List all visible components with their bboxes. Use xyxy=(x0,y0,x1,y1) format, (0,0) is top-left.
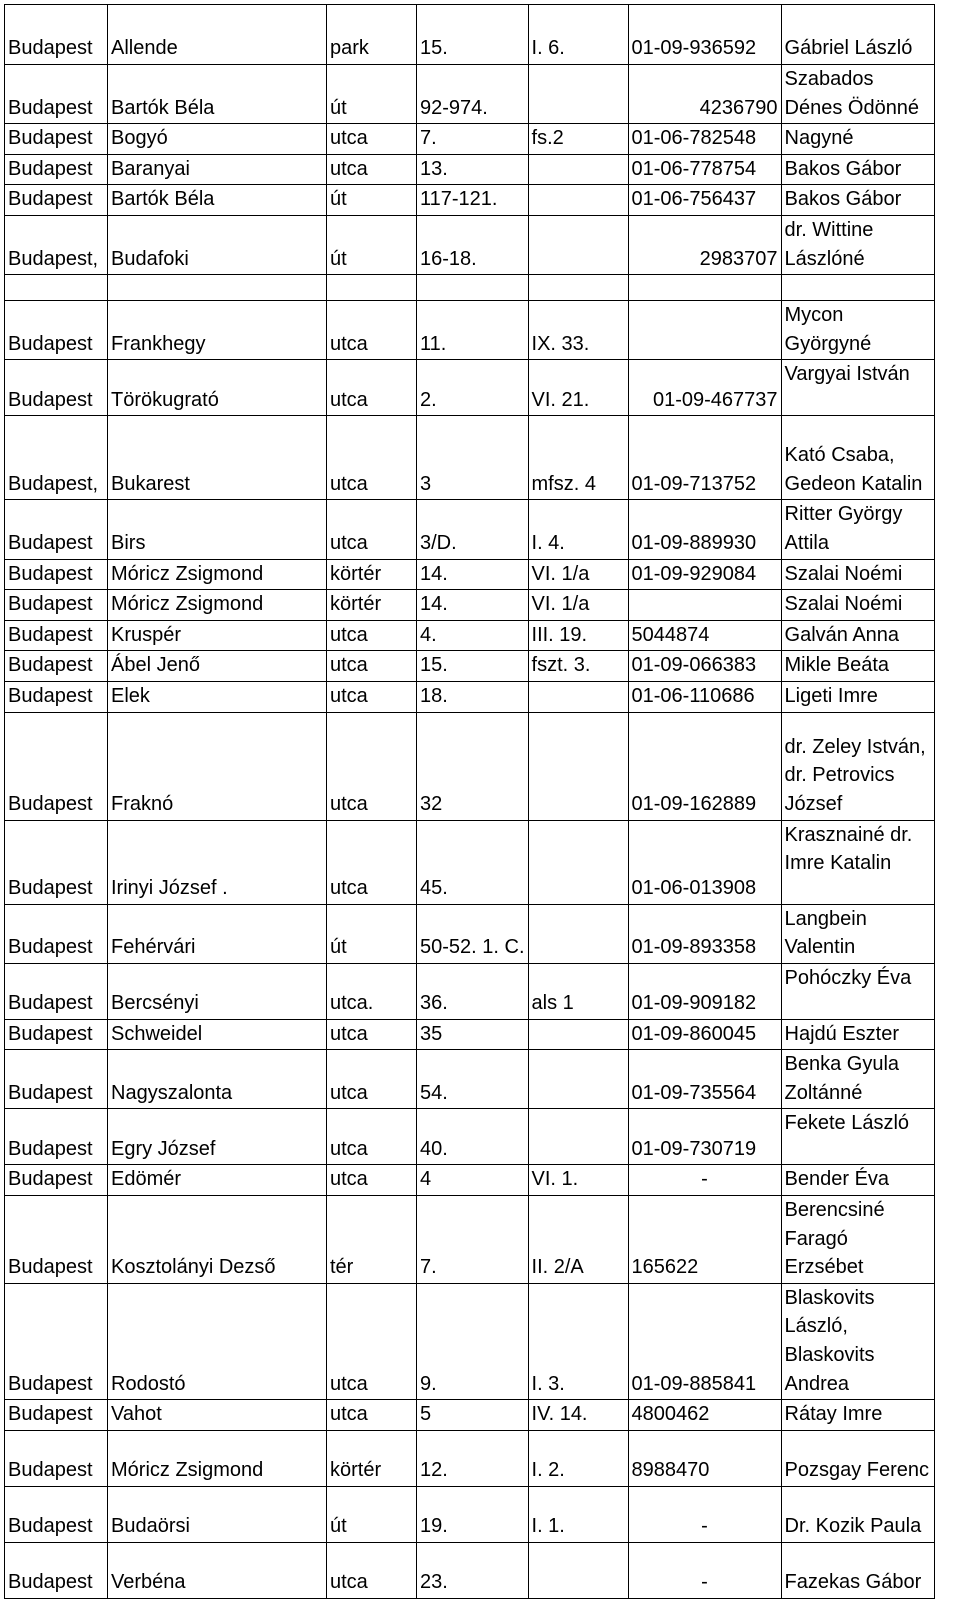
cell-type: út xyxy=(327,904,417,963)
cell-city: Budapest xyxy=(5,590,108,621)
cell-city: Budapest xyxy=(5,1430,108,1486)
cell-reg: 01-09-730719 xyxy=(628,1109,781,1165)
cell-unit xyxy=(528,154,628,185)
cell-name: Ligeti Imre xyxy=(781,681,934,712)
cell-city: Budapest xyxy=(5,559,108,590)
cell-reg: 01-09-860045 xyxy=(628,1019,781,1050)
table-row xyxy=(5,590,935,621)
cell-street: Elek xyxy=(108,681,327,712)
cell-unit: VI. 1/a xyxy=(528,590,628,621)
table-row xyxy=(5,651,935,682)
cell-name: Bakos Gábor xyxy=(781,154,934,185)
cell-street: Kruspér xyxy=(108,620,327,651)
cell-street: Törökugrató xyxy=(108,360,327,416)
cell-name: Ritter György Attila xyxy=(781,500,934,559)
cell-name xyxy=(781,275,934,301)
cell-num: 7. xyxy=(417,1196,529,1284)
cell-city: Budapest, xyxy=(5,416,108,500)
cell-unit xyxy=(528,904,628,963)
cell-num: 36. xyxy=(417,963,529,1019)
cell-reg: 01-06-782548 xyxy=(628,124,781,155)
cell-name: Bender Éva xyxy=(781,1165,934,1196)
cell-unit: VI. 1. xyxy=(528,1165,628,1196)
cell-type: park xyxy=(327,5,417,65)
table-row xyxy=(5,215,935,274)
cell-street: Rodostó xyxy=(108,1283,327,1399)
cell-city: Budapest xyxy=(5,651,108,682)
cell-unit: fszt. 3. xyxy=(528,651,628,682)
cell-unit xyxy=(528,1109,628,1165)
cell-city: Budapest xyxy=(5,1165,108,1196)
cell-reg: 01-09-735564 xyxy=(628,1050,781,1109)
cell-name: Blaskovits László, Blaskovits Andrea xyxy=(781,1283,934,1399)
cell-type: út xyxy=(327,65,417,124)
table-row xyxy=(5,275,935,301)
cell-name: Szabados Dénes Ödönné xyxy=(781,65,934,124)
table-row xyxy=(5,1165,935,1196)
table-row xyxy=(5,620,935,651)
cell-num: 3/D. xyxy=(417,500,529,559)
cell-reg: 01-06-756437 xyxy=(628,185,781,216)
cell-reg: 01-09-929084 xyxy=(628,559,781,590)
cell-type: utca xyxy=(327,1019,417,1050)
cell-street: Bogyó xyxy=(108,124,327,155)
cell-num: 11. xyxy=(417,301,529,360)
cell-num: 13. xyxy=(417,154,529,185)
cell-city: Budapest xyxy=(5,185,108,216)
cell-reg: 01-09-936592 xyxy=(628,5,781,65)
cell-city: Budapest xyxy=(5,154,108,185)
cell-type: utca xyxy=(327,1542,417,1598)
table-row xyxy=(5,301,935,360)
cell-num: 40. xyxy=(417,1109,529,1165)
cell-reg: 01-06-778754 xyxy=(628,154,781,185)
cell-street: Allende xyxy=(108,5,327,65)
cell-city: Budapest xyxy=(5,1196,108,1284)
cell-city: Budapest xyxy=(5,301,108,360)
cell-street: Fraknó xyxy=(108,712,327,820)
cell-num: 32 xyxy=(417,712,529,820)
cell-reg: 01-06-013908 xyxy=(628,820,781,904)
cell-street: Vahot xyxy=(108,1400,327,1431)
cell-name: Nagyné xyxy=(781,124,934,155)
cell-reg: 01-09-066383 xyxy=(628,651,781,682)
table-row xyxy=(5,1486,935,1542)
cell-name: Vargyai István xyxy=(781,360,934,416)
cell-num: 45. xyxy=(417,820,529,904)
cell-unit: IX. 33. xyxy=(528,301,628,360)
cell-type: utca. xyxy=(327,963,417,1019)
cell-reg: 8988470 xyxy=(628,1430,781,1486)
table-row xyxy=(5,416,935,500)
cell-reg: 4800462 xyxy=(628,1400,781,1431)
cell-reg: 01-09-467737 xyxy=(628,360,781,416)
cell-reg: 01-06-110686 xyxy=(628,681,781,712)
cell-unit xyxy=(528,275,628,301)
cell-type: utca xyxy=(327,301,417,360)
cell-reg: 01-09-909182 xyxy=(628,963,781,1019)
cell-type: körtér xyxy=(327,590,417,621)
cell-street: Nagyszalonta xyxy=(108,1050,327,1109)
table-row xyxy=(5,185,935,216)
table-row xyxy=(5,1283,935,1399)
cell-reg: 01-09-885841 xyxy=(628,1283,781,1399)
table-row xyxy=(5,681,935,712)
table-row xyxy=(5,5,935,65)
cell-unit xyxy=(528,820,628,904)
cell-unit: I. 2. xyxy=(528,1430,628,1486)
cell-city: Budapest xyxy=(5,360,108,416)
table-row xyxy=(5,904,935,963)
cell-street: Birs xyxy=(108,500,327,559)
cell-num: 14. xyxy=(417,559,529,590)
cell-type: utca xyxy=(327,500,417,559)
cell-city: Budapest xyxy=(5,904,108,963)
cell-unit: VI. 1/a xyxy=(528,559,628,590)
cell-num: 4. xyxy=(417,620,529,651)
cell-street: Egry József xyxy=(108,1109,327,1165)
cell-street: Schweidel xyxy=(108,1019,327,1050)
cell-unit xyxy=(528,215,628,274)
cell-type: tér xyxy=(327,1196,417,1284)
cell-unit: als 1 xyxy=(528,963,628,1019)
cell-city: Budapest xyxy=(5,1283,108,1399)
cell-reg xyxy=(628,590,781,621)
cell-type: utca xyxy=(327,1165,417,1196)
cell-type: körtér xyxy=(327,1430,417,1486)
cell-unit xyxy=(528,1050,628,1109)
cell-name: dr. Zeley István, dr. Petrovics József xyxy=(781,712,934,820)
cell-reg: - xyxy=(628,1542,781,1598)
cell-name: Mikle Beáta xyxy=(781,651,934,682)
cell-unit: I. 4. xyxy=(528,500,628,559)
cell-num: 50-52. 1. C. xyxy=(417,904,529,963)
cell-type: utca xyxy=(327,360,417,416)
cell-num: 5 xyxy=(417,1400,529,1431)
cell-name: Berencsiné Faragó Erzsébet xyxy=(781,1196,934,1284)
table-row xyxy=(5,1430,935,1486)
table-row xyxy=(5,124,935,155)
cell-city: Budapest xyxy=(5,1486,108,1542)
cell-name: Dr. Kozik Paula xyxy=(781,1486,934,1542)
cell-reg: 01-09-893358 xyxy=(628,904,781,963)
cell-street: Irinyi József . xyxy=(108,820,327,904)
cell-reg: 165622 xyxy=(628,1196,781,1284)
cell-street: Kosztolányi Dezső xyxy=(108,1196,327,1284)
cell-street: Bartók Béla xyxy=(108,65,327,124)
cell-city: Budapest xyxy=(5,1400,108,1431)
cell-num: 23. xyxy=(417,1542,529,1598)
cell-unit: I. 3. xyxy=(528,1283,628,1399)
cell-street: Bercsényi xyxy=(108,963,327,1019)
cell-city: Budapest xyxy=(5,681,108,712)
cell-street: Budaörsi xyxy=(108,1486,327,1542)
cell-num: 7. xyxy=(417,124,529,155)
cell-city: Budapest xyxy=(5,124,108,155)
cell-type: utca xyxy=(327,1400,417,1431)
table-row xyxy=(5,963,935,1019)
cell-type: utca xyxy=(327,820,417,904)
table-row xyxy=(5,1050,935,1109)
cell-type: utca xyxy=(327,681,417,712)
cell-unit xyxy=(528,712,628,820)
cell-num: 19. xyxy=(417,1486,529,1542)
cell-name: Benka Gyula Zoltánné xyxy=(781,1050,934,1109)
cell-num: 15. xyxy=(417,5,529,65)
cell-type xyxy=(327,275,417,301)
cell-unit: fs.2 xyxy=(528,124,628,155)
cell-city: Budapest xyxy=(5,65,108,124)
cell-city: Budapest, xyxy=(5,215,108,274)
cell-num: 14. xyxy=(417,590,529,621)
cell-city: Budapest xyxy=(5,820,108,904)
cell-reg: 2983707 xyxy=(628,215,781,274)
cell-name: Bakos Gábor xyxy=(781,185,934,216)
cell-street: Frankhegy xyxy=(108,301,327,360)
cell-type: utca xyxy=(327,124,417,155)
cell-unit xyxy=(528,1019,628,1050)
table-row xyxy=(5,1109,935,1165)
cell-type: út xyxy=(327,215,417,274)
cell-unit: VI. 21. xyxy=(528,360,628,416)
table-row xyxy=(5,154,935,185)
cell-street: Edömér xyxy=(108,1165,327,1196)
cell-name: dr. Wittine Lászlóné xyxy=(781,215,934,274)
cell-type: utca xyxy=(327,154,417,185)
cell-name: Galván Anna xyxy=(781,620,934,651)
cell-city: Budapest xyxy=(5,500,108,559)
cell-street: Fehérvári xyxy=(108,904,327,963)
cell-street: Móricz Zsigmond xyxy=(108,1430,327,1486)
records-table xyxy=(4,4,935,1599)
cell-street xyxy=(108,275,327,301)
cell-unit: mfsz. 4 xyxy=(528,416,628,500)
cell-num: 117-121. xyxy=(417,185,529,216)
cell-type: utca xyxy=(327,1283,417,1399)
cell-city xyxy=(5,275,108,301)
cell-unit xyxy=(528,185,628,216)
cell-unit xyxy=(528,681,628,712)
cell-type: út xyxy=(327,185,417,216)
table-row xyxy=(5,559,935,590)
cell-city: Budapest xyxy=(5,1050,108,1109)
cell-num: 12. xyxy=(417,1430,529,1486)
cell-city: Budapest xyxy=(5,5,108,65)
cell-name: Rátay Imre xyxy=(781,1400,934,1431)
cell-city: Budapest xyxy=(5,1109,108,1165)
table-row xyxy=(5,820,935,904)
cell-name: Fekete László xyxy=(781,1109,934,1165)
cell-num: 35 xyxy=(417,1019,529,1050)
cell-num: 9. xyxy=(417,1283,529,1399)
cell-unit xyxy=(528,65,628,124)
cell-num: 54. xyxy=(417,1050,529,1109)
cell-name: Pozsgay Ferenc xyxy=(781,1430,934,1486)
cell-name: Kató Csaba, Gedeon Katalin xyxy=(781,416,934,500)
cell-num: 18. xyxy=(417,681,529,712)
cell-street: Bukarest xyxy=(108,416,327,500)
cell-street: Ábel Jenő xyxy=(108,651,327,682)
table-row xyxy=(5,65,935,124)
cell-name: Krasznainé dr. Imre Katalin xyxy=(781,820,934,904)
cell-name: Szalai Noémi xyxy=(781,559,934,590)
cell-name: Mycon Györgyné xyxy=(781,301,934,360)
cell-type: utca xyxy=(327,651,417,682)
cell-city: Budapest xyxy=(5,620,108,651)
cell-reg: 5044874 xyxy=(628,620,781,651)
cell-type: utca xyxy=(327,1050,417,1109)
cell-reg xyxy=(628,275,781,301)
cell-street: Móricz Zsigmond xyxy=(108,590,327,621)
cell-street: Baranyai xyxy=(108,154,327,185)
cell-reg: 01-09-889930 xyxy=(628,500,781,559)
cell-name: Fazekas Gábor xyxy=(781,1542,934,1598)
cell-num xyxy=(417,275,529,301)
cell-street: Budafoki xyxy=(108,215,327,274)
cell-street: Verbéna xyxy=(108,1542,327,1598)
cell-name: Pohóczky Éva xyxy=(781,963,934,1019)
cell-name: Szalai Noémi xyxy=(781,590,934,621)
cell-type: utca xyxy=(327,620,417,651)
cell-type: út xyxy=(327,1486,417,1542)
cell-type: körtér xyxy=(327,559,417,590)
cell-num: 4 xyxy=(417,1165,529,1196)
cell-name: Gábriel László xyxy=(781,5,934,65)
table-row xyxy=(5,360,935,416)
table-row xyxy=(5,1400,935,1431)
table-row xyxy=(5,1019,935,1050)
cell-city: Budapest xyxy=(5,1019,108,1050)
cell-unit: I. 6. xyxy=(528,5,628,65)
cell-reg: 01-09-162889 xyxy=(628,712,781,820)
cell-unit: IV. 14. xyxy=(528,1400,628,1431)
cell-type: utca xyxy=(327,712,417,820)
cell-unit xyxy=(528,1542,628,1598)
cell-name: Hajdú Eszter xyxy=(781,1019,934,1050)
cell-city: Budapest xyxy=(5,1542,108,1598)
cell-reg: 01-09-713752 xyxy=(628,416,781,500)
cell-unit: I. 1. xyxy=(528,1486,628,1542)
cell-reg xyxy=(628,301,781,360)
cell-reg: - xyxy=(628,1165,781,1196)
cell-type: utca xyxy=(327,1109,417,1165)
cell-num: 92-974. xyxy=(417,65,529,124)
table-row xyxy=(5,1542,935,1598)
table-row xyxy=(5,500,935,559)
table-row xyxy=(5,1196,935,1284)
cell-name: Langbein Valentin xyxy=(781,904,934,963)
cell-num: 16-18. xyxy=(417,215,529,274)
cell-num: 2. xyxy=(417,360,529,416)
cell-unit: III. 19. xyxy=(528,620,628,651)
cell-street: Móricz Zsigmond xyxy=(108,559,327,590)
cell-type: utca xyxy=(327,416,417,500)
cell-reg: 4236790 xyxy=(628,65,781,124)
table-row xyxy=(5,712,935,820)
cell-unit: II. 2/A xyxy=(528,1196,628,1284)
cell-street: Bartók Béla xyxy=(108,185,327,216)
cell-city: Budapest xyxy=(5,963,108,1019)
cell-city: Budapest xyxy=(5,712,108,820)
cell-num: 15. xyxy=(417,651,529,682)
cell-num: 3 xyxy=(417,416,529,500)
cell-reg: - xyxy=(628,1486,781,1542)
